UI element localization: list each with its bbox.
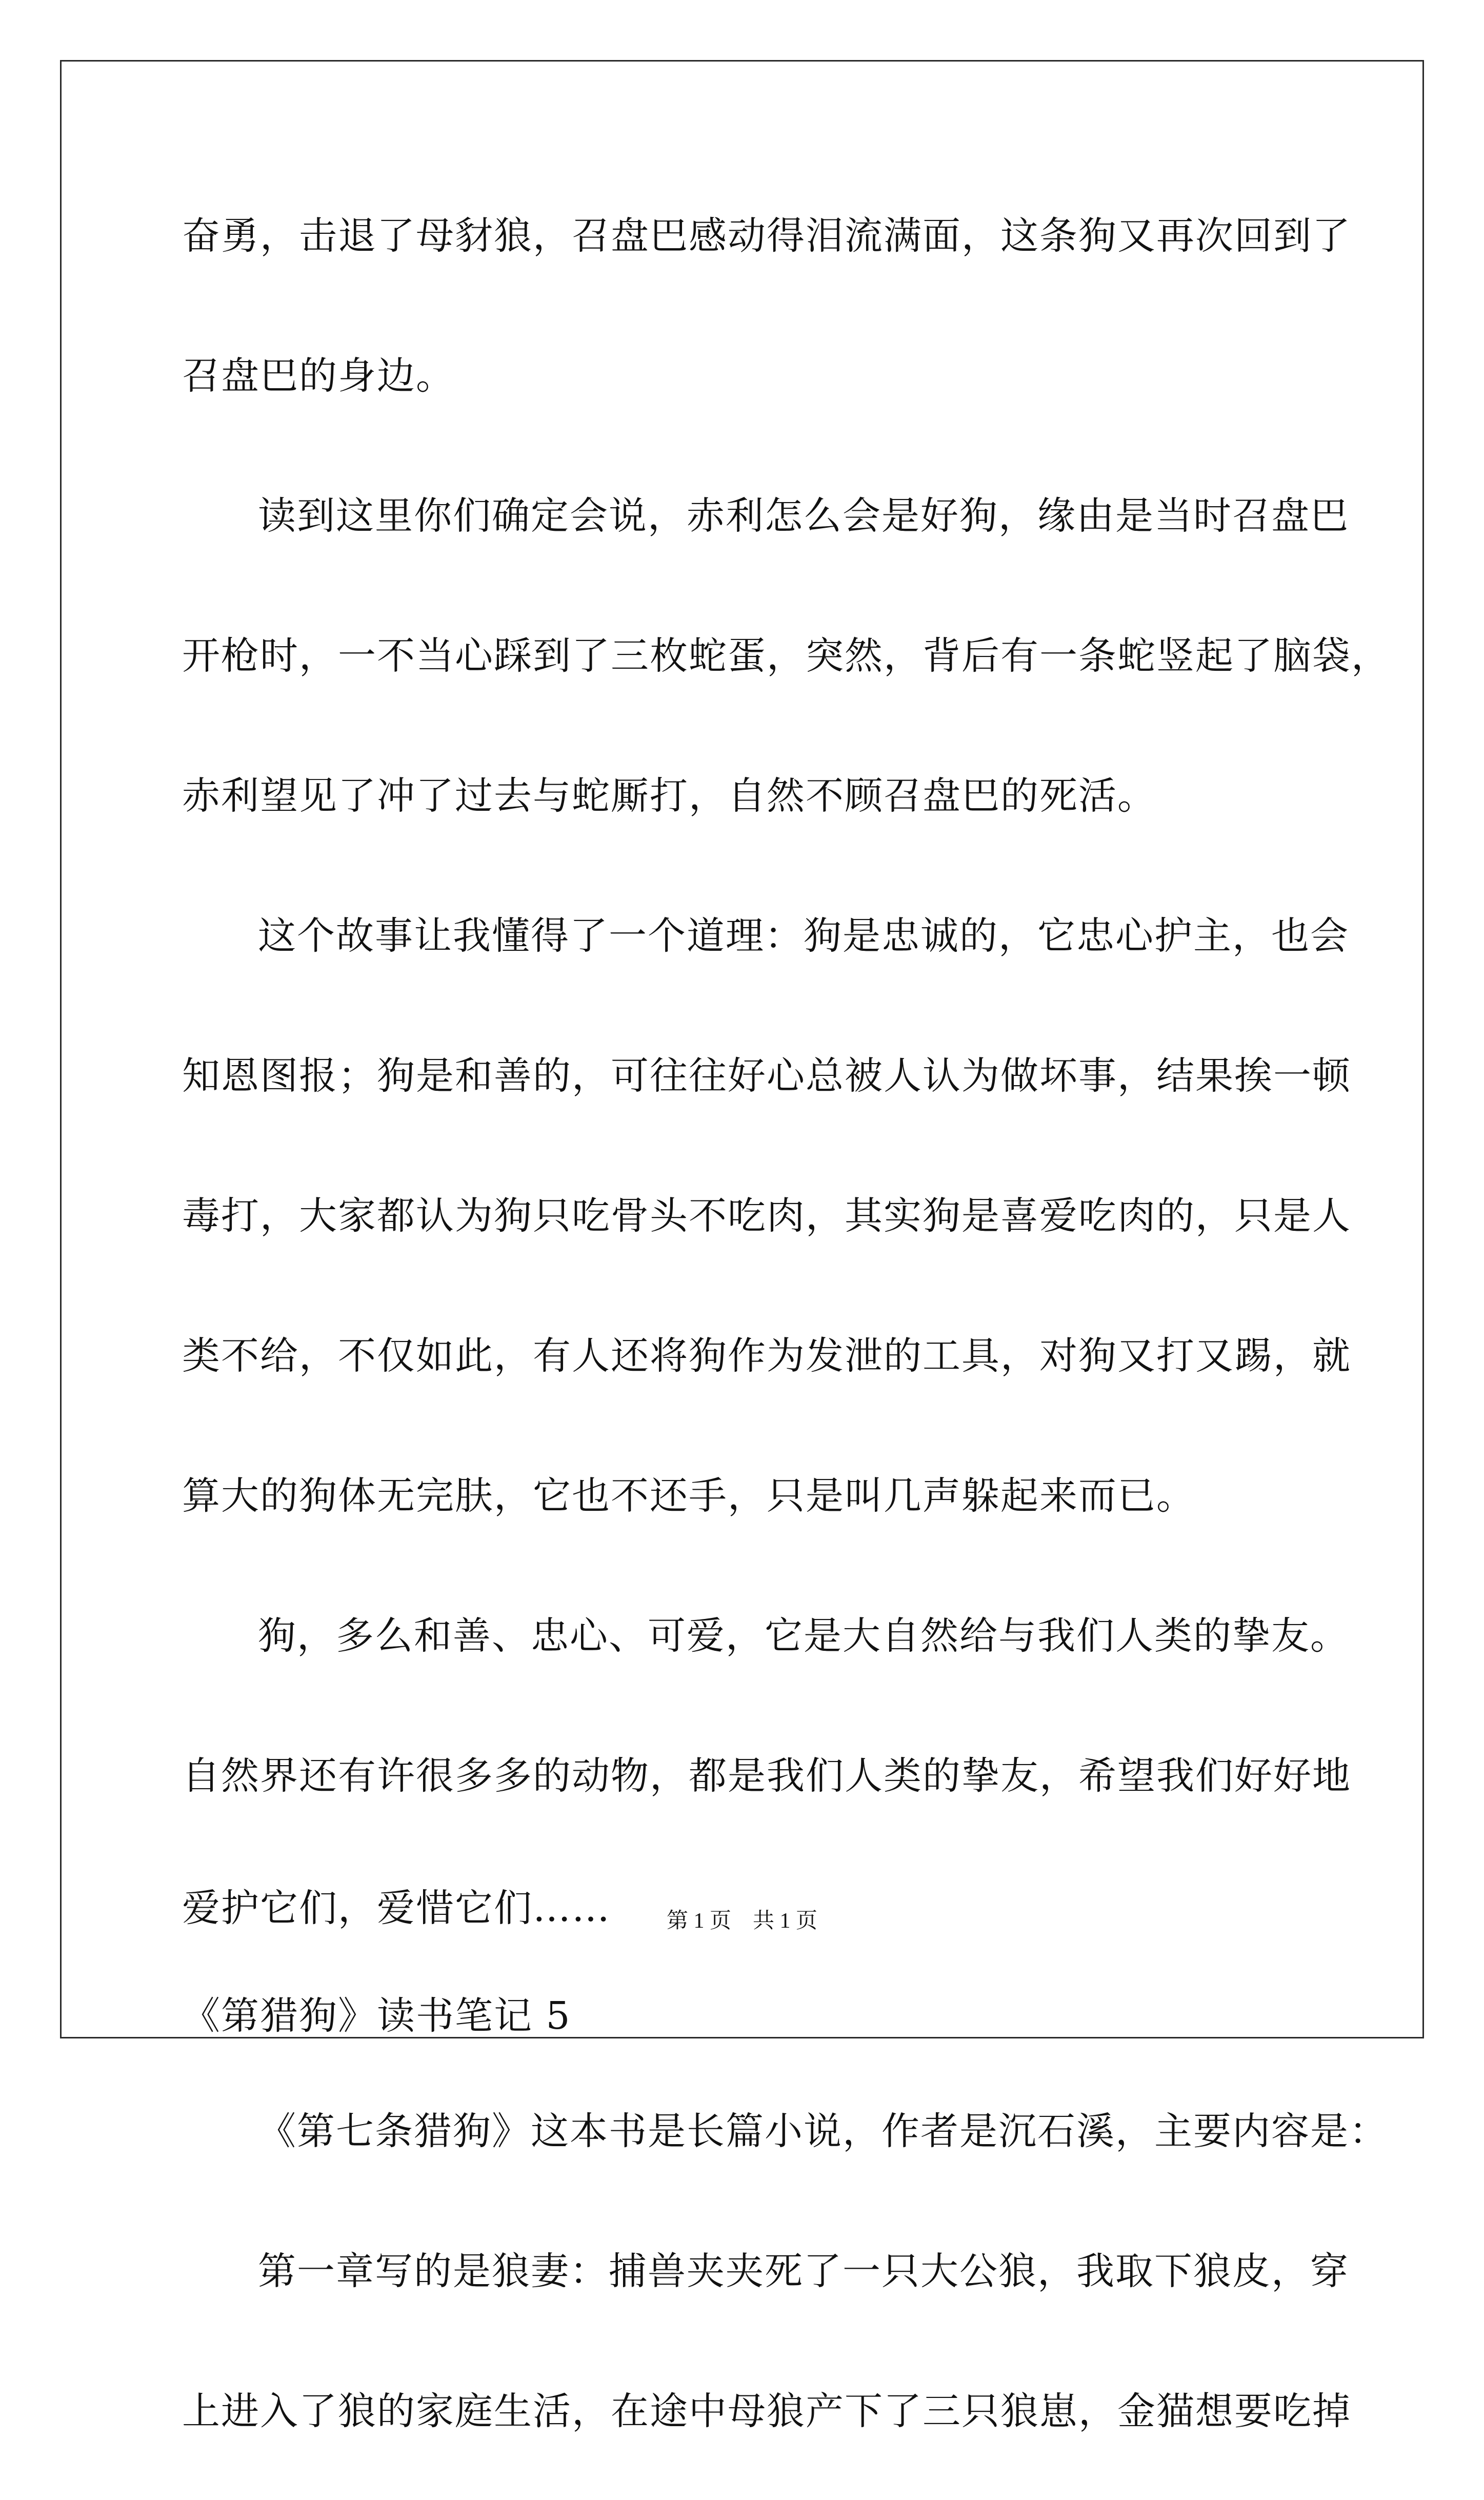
paragraph-start: 读到这里你们确定会说，赤利怎么会是好狗，缘由是当时召盘巴 (258, 494, 1349, 538)
page-footer: 第 1 页 共 1 页 (666, 1909, 817, 1933)
section-heading: 《第猎狗》读书笔记 5 (182, 1994, 571, 2038)
text-line: 奋勇，击退了母豺狼，召盘巴感动得泪流满面，这条狗又再次回到了 (182, 214, 1351, 258)
text-line: 赤利望见了冲了过去与蛇厮打，自然不顾召盘巴的死活。 (182, 774, 1156, 818)
paragraph-start: 《第七条猎狗》这本书是长篇小说，作者是沉石溪，主要内容是： (258, 2109, 1388, 2153)
text-line: 开枪时，一不当心踩到了三枚蛇蛋，突然，背后有一条蛇竖起了脑袋， (182, 634, 1390, 678)
document-body (182, 185, 1390, 2500)
text-line: 爱护它们，爱惜它们…… (182, 1886, 611, 1930)
text-line: 上进入了狼的家庭生活，在途中母狼产下了三只狼崽，金猫想要吃掉 (182, 2389, 1351, 2433)
paragraph-start: 第一章写的是狼妻：捕兽夹夹死了一只大公狼，我取下狼皮，穿 (258, 2249, 1349, 2293)
text-line: 毒打，大家都认为狗只吃骨头不吃肉，其实狗是喜爱吃肉的，只是人 (182, 1194, 1351, 1238)
text-line: 自然界还有许很多多的动物，都是我们人类的挚友，希望我们好好地 (182, 1754, 1351, 1798)
text-line: 算大的狗体无完肤，它也不还手，只是叫几声躲起来而已。 (182, 1474, 1195, 1518)
text-line: 类不给，不仅如此，有人还将狗作为发泄的工具，对狗又打又踢，就 (182, 1334, 1351, 1378)
paragraph-start: 这个故事让我懂得了一个道理：狗是忠诚的，它忠心护主，也会 (258, 914, 1349, 958)
text-line: 召盘巴的身边。 (182, 354, 455, 398)
text-line: 知恩图报；狗是和善的，可往往好心总被人认为做坏事，结果挨一顿 (182, 1054, 1351, 1098)
paragraph-start: 狗，多么和善、忠心、可爱，它是大自然给与我们人类的挚友。 (258, 1614, 1349, 1658)
